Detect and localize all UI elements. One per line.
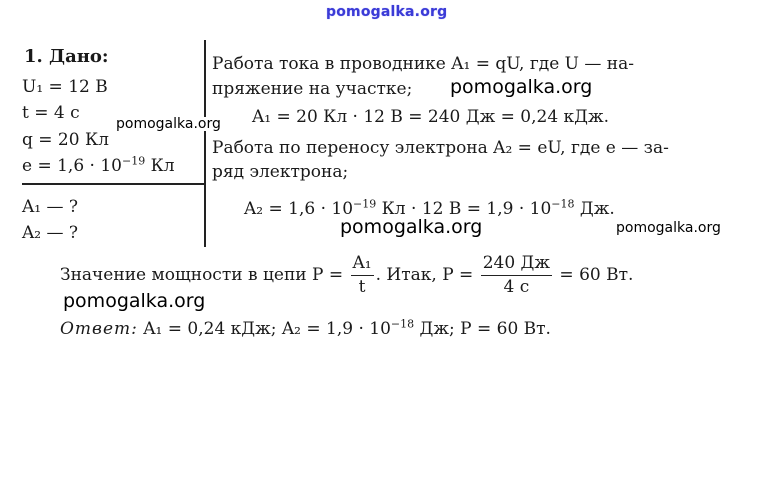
- power-frac-num: A₁: [351, 254, 374, 276]
- given-t: t = 4 с: [22, 103, 80, 123]
- power-val-den: 4 с: [503, 276, 530, 297]
- find-a2: A₂ — ?: [22, 223, 79, 243]
- solution-line-1: Работа тока в проводнике A₁ = qU, где U — на-: [212, 54, 635, 74]
- power-mid: . Итак, P =: [375, 264, 479, 285]
- vertical-divider: [204, 40, 206, 247]
- watermark-4[interactable]: pomogalka.org: [616, 220, 721, 236]
- given-e: [22, 154, 175, 176]
- answer-label: Ответ:: [60, 319, 138, 339]
- a2-part-3: Дж.: [574, 199, 615, 219]
- given-e-exp: −19: [122, 154, 146, 168]
- a2-exp-2: −18: [551, 197, 575, 211]
- power-text: Значение мощности в цепи P =: [60, 264, 349, 285]
- answer-exp: −18: [390, 317, 415, 331]
- power-value-fraction: [481, 254, 552, 296]
- a2-exp-1: −19: [353, 197, 377, 211]
- find-a1: A₁ — ?: [22, 197, 79, 217]
- a2-part-1: A₂ = 1,6 · 10: [244, 199, 354, 219]
- solution-line-4: Работа по переносу электрона A₂ = eU, где e — за-: [212, 138, 669, 158]
- power-frac-den: t: [358, 276, 366, 297]
- given-heading: 1. Дано:: [24, 46, 109, 67]
- power-result: = 60 Вт.: [554, 264, 634, 285]
- solution-line-2: пряжение на участке;: [212, 79, 413, 99]
- answer-text-a: A₁ = 0,24 кДж; A₂ = 1,9 · 10: [137, 319, 391, 339]
- watermark-top[interactable]: pomogalka.org: [326, 4, 448, 20]
- watermark-1[interactable]: pomogalka.org: [450, 76, 593, 98]
- power-val-num: 240 Дж: [481, 254, 552, 276]
- watermark-5[interactable]: pomogalka.org: [63, 290, 206, 312]
- watermark-2[interactable]: pomogalka.org: [116, 116, 221, 132]
- given-u1: U₁ = 12 В: [22, 77, 108, 97]
- a2-part-2: Кл · 12 В = 1,9 · 10: [376, 199, 552, 219]
- horizontal-divider: [22, 183, 204, 185]
- answer-text-b: Дж; P = 60 Вт.: [414, 319, 551, 339]
- given-e-unit: Кл: [145, 156, 175, 176]
- given-e-base: e = 1,6 · 10: [22, 156, 122, 176]
- answer-line: [60, 317, 551, 339]
- solution-line-3: A₁ = 20 Кл · 12 В = 240 Дж = 0,24 кДж.: [252, 107, 610, 127]
- solution-line-5: ряд электрона;: [212, 162, 349, 182]
- power-formula-fraction: [351, 254, 374, 296]
- given-q: q = 20 Кл: [22, 130, 109, 150]
- watermark-3[interactable]: pomogalka.org: [340, 216, 483, 238]
